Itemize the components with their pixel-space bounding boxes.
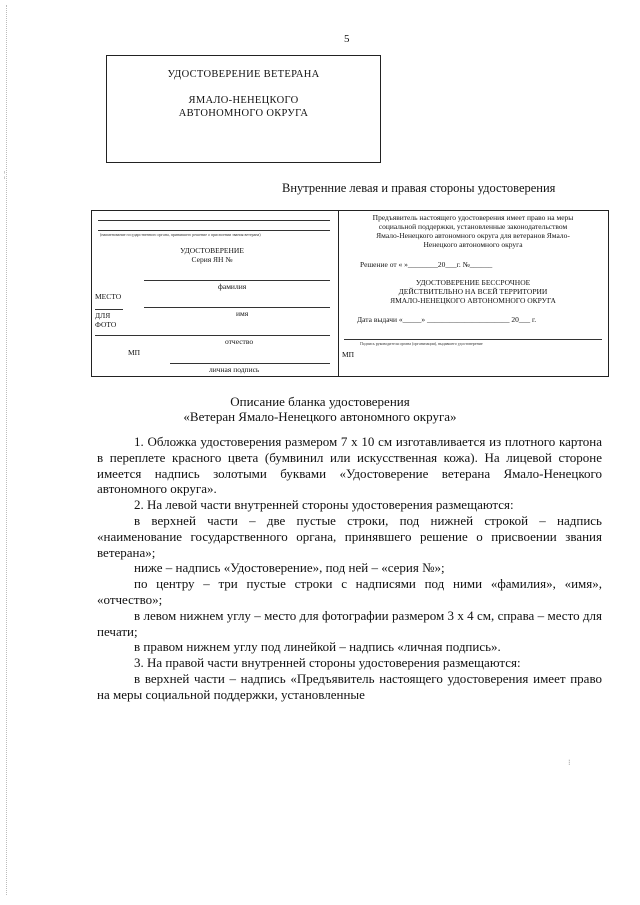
photo-photo-label: ФОТО [95, 320, 117, 329]
cover-region-line1: ЯМАЛО-НЕНЕЦКОГО [188, 95, 299, 106]
org-blank-line-1 [98, 220, 330, 221]
signature-line [170, 363, 330, 364]
description-title-line-1: Описание бланка удостоверения [230, 394, 410, 409]
photo-for-label: ДЛЯ [95, 311, 111, 320]
cover-title: УДОСТОВЕРЕНИЕ ВЕТЕРАНА [167, 69, 320, 80]
scan-edge-line [6, 5, 7, 895]
photo-place-label: МЕСТО [95, 292, 122, 301]
paragraph-6: в левом нижнем углу – место для фотографии размером 3 х 4 см, справа – место для печати; [97, 607, 602, 639]
left-series: Серия ЯН № [191, 255, 233, 264]
paragraph-9: в верхней части – надпись «Предъявитель настоящего удостоверения имеет право на меры социальной поддержки, установленные [97, 670, 602, 702]
rights-statement [342, 213, 604, 249]
validity-line-3: ЯМАЛО-НЕНЕЦКОГО АВТОНОМНОГО ОКРУГА [390, 296, 556, 305]
rights-line-3: Ямало-Ненецкого автономного округа для ветеранов Ямало- [376, 231, 570, 240]
paragraph-8: 3. На правой части внутренней стороны удостоверения размещаются: [134, 655, 521, 671]
photo-frame-line-1 [95, 309, 123, 310]
page-number: 5 [344, 33, 350, 45]
decision-line: Решение от « »________20___г. №______ [360, 260, 493, 269]
org-blank-line-2 [98, 230, 330, 231]
rights-line-1: Предъявитель настоящего удостоверения имеет право на меры [372, 213, 574, 222]
paragraph-2: 2. На левой части внутренней стороны удостоверения размещаются: [134, 497, 514, 513]
paragraph-4: ниже – надпись «Удостоверение», под ней – «серия №»; [134, 560, 445, 576]
scan-speck: ⁝ [568, 758, 571, 767]
left-stamp-label: МП [128, 348, 141, 357]
paragraph-5: по центру – три пустые строки с надписями под ними «фамилия», «имя», «отчество»; [97, 576, 602, 607]
org-caption: (наименование государственного органа, принявшего решение о присвоении звания ветерана) [100, 232, 261, 237]
patronymic-caption: отчество [225, 337, 254, 346]
cover-region-line2: АВТОНОМНОГО ОКРУГА [178, 108, 309, 119]
scan-mark: ¦ [4, 170, 6, 179]
surname-caption: фамилия [218, 282, 247, 291]
paragraph-1: 1. Обложка удостоверения размером 7 х 10 см изготавливается из плотного картона в переплете красного цвета (бумвинил или искусственная кожа). На лицевой стороне имеется надпись золотыми буквами «Удостоверение ветерана Ямало-Ненецкого автономного округа». [97, 434, 602, 497]
head-signature-line [344, 339, 602, 340]
certificate-inner-spread [91, 210, 609, 377]
rights-line-2: социальной поддержки, установленные законодательством [378, 222, 568, 231]
surname-line [144, 280, 330, 281]
rights-line-4: Ненецкого автономного округа [423, 240, 523, 249]
validity-line-2: ДЕЙСТВИТЕЛЬНО НА ВСЕЙ ТЕРРИТОРИИ [398, 287, 548, 296]
signature-caption: личная подпись [209, 365, 260, 374]
head-signature-caption: Подпись руководителя органа (организации), выдавшего удостоверение [360, 341, 483, 346]
left-certificate-title: УДОСТОВЕРЕНИЕ [180, 246, 244, 255]
name-line [144, 307, 330, 308]
issue-date-line: Дата выдачи «_____» ______________________ 20___ г. [357, 315, 537, 324]
validity-statement [342, 278, 604, 305]
cover-region [107, 94, 380, 120]
description-body [97, 434, 602, 703]
paragraph-3: в верхней части – две пустые строки, под нижней строкой – надпись «наименование государственного органа, принявшего решение о присвоении звания ветерана»; [97, 512, 602, 560]
spread-divider [338, 211, 339, 376]
patronymic-line [95, 335, 330, 336]
validity-line-1: УДОСТОВЕРЕНИЕ БЕССРОЧНОЕ [415, 278, 531, 287]
description-title-line-2: «Ветеран Ямало-Ненецкого автономного округа» [183, 409, 457, 424]
paragraph-7: в правом нижнем углу под линейкой – надпись «личная подпись». [134, 639, 501, 655]
certificate-cover [106, 55, 381, 163]
right-stamp-label: МП [342, 350, 355, 359]
inner-sides-caption: Внутренние левая и правая стороны удостоверения [282, 181, 556, 195]
name-caption: имя [236, 309, 249, 318]
